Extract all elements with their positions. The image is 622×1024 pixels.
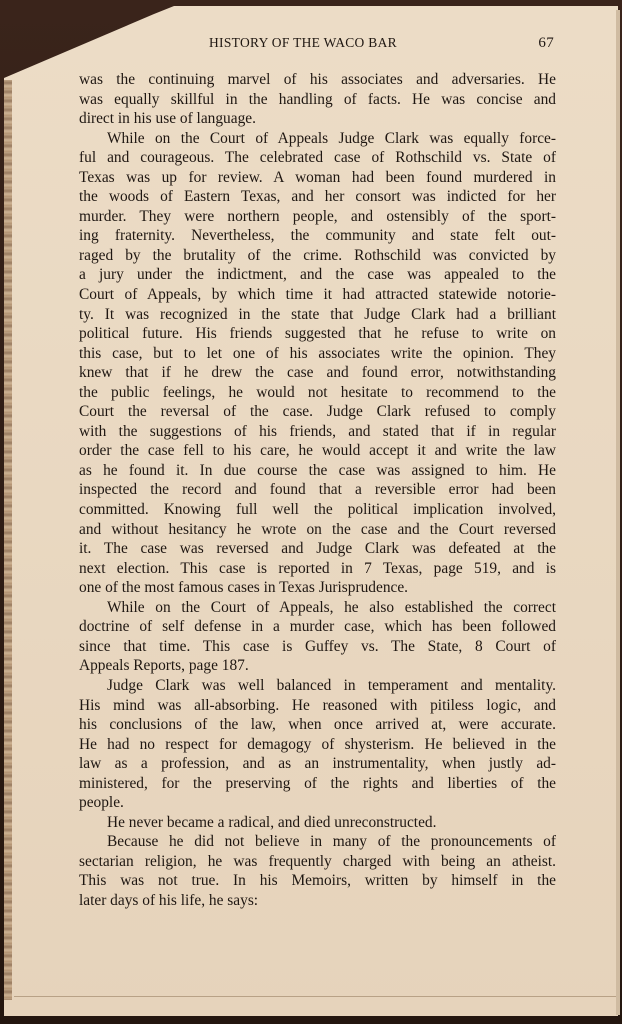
text-line: Judge Clark was well balanced in temperament and mentality.: [107, 676, 556, 694]
text-line: a jury under the indictment, and the case was appealed to the: [79, 266, 556, 284]
page-stack-edge-left: [4, 80, 12, 1000]
text-line: with the suggestions of his friends, and stated that if in regular: [79, 422, 556, 440]
text-line: ministered, for the preserving of the rights and liberties of the: [79, 774, 556, 792]
text-line: His mind was all-absorbing. He reasoned with pitiless logic, and: [79, 696, 556, 714]
text-line: was the continuing marvel of his associates and adversaries. He: [79, 71, 556, 88]
text-line: since that time. This case is Guffey vs. The State, 8 Court of: [79, 637, 556, 655]
text-line: Appeals Reports, page 187.: [79, 657, 249, 675]
running-header: [79, 35, 556, 55]
text-line: it. The case was reversed and Judge Clark was defeated at the: [79, 540, 556, 558]
text-line: While on the Court of Appeals Judge Clark was equally force-: [107, 129, 556, 147]
text-line: Court of Appeals, by which time it had attracted statewide notorie-: [79, 286, 556, 304]
text-line: ing fraternity. Nevertheless, the community and state felt out-: [79, 227, 556, 245]
text-line: the woods of Eastern Texas, and her consort was indicted for her: [79, 188, 556, 206]
paragraph: [79, 70, 556, 129]
text-line: political future. His friends suggested that he refuse to write on: [79, 325, 556, 343]
text-line: this case, but to let one of his associates write the opinion. They: [79, 344, 556, 362]
text-line: next election. This case is reported in 7 Texas, page 519, and is: [79, 559, 556, 577]
page-number: 67: [538, 35, 554, 51]
text-line: murder. They were northern people, and ostensibly of the sport-: [79, 207, 556, 225]
text-line: as he found it. In due course the case was assigned to him. He: [79, 461, 556, 479]
paragraph: [79, 832, 556, 910]
text-line: order the case fell to his care, he would accept it and write the law: [79, 442, 556, 460]
text-line: While on the Court of Appeals, he also established the correct: [107, 598, 556, 616]
text-line: This was not true. In his Memoirs, written by himself in the: [79, 872, 556, 890]
text-line: was equally skillful in the handling of facts. He was concise and: [79, 90, 556, 108]
text-line: law as a profession, and as an instrumentality, when justly ad-: [79, 755, 556, 773]
text-line: direct in his use of language.: [79, 110, 256, 128]
text-line: He had no respect for demagogy of shysterism. He believed in the: [79, 735, 556, 753]
text-line: one of the most famous cases in Texas Jurisprudence.: [79, 579, 409, 597]
page-bottom-edge: [14, 996, 616, 997]
page-edge-right: [616, 10, 620, 1015]
text-line: and without hesitancy he wrote on the case and the Court reversed: [79, 520, 556, 538]
text-line: inspected the record and found that a reversible error had been: [79, 481, 556, 499]
text-line: raged by the brutality of the crime. Rothschild was convicted by: [79, 246, 556, 264]
text-line: committed. Knowing full well the political implication involved,: [79, 501, 556, 519]
paragraph: [79, 129, 556, 598]
text-line: Because he did not believe in many of the pronouncements of: [107, 833, 556, 851]
text-line: knew that if he drew the case and found error, notwithstanding: [79, 364, 556, 382]
running-title: HISTORY OF THE WACO BAR: [209, 35, 397, 50]
text-line: He never became a radical, and died unreconstructed.: [107, 813, 437, 831]
paragraph: [79, 598, 556, 676]
text-line: sectarian religion, he was frequently charged with being an atheist.: [79, 852, 556, 870]
text-line: people.: [79, 794, 124, 812]
text-line: the public feelings, he would not hesitate to recommend to the: [79, 383, 556, 401]
text-line: later days of his life, he says:: [79, 891, 259, 909]
text-line: Court the reversal of the case. Judge Clark refused to comply: [79, 403, 556, 421]
text-line: ful and courageous. The celebrated case of Rothschild vs. State of: [79, 149, 556, 167]
paragraph: [79, 676, 556, 813]
text-line: Texas was up for review. A woman had been found murdered in: [79, 168, 556, 186]
text-line: doctrine of self defense in a murder case, which has been followed: [79, 618, 556, 636]
text-line: ty. It was recognized in the state that Judge Clark had a brilliant: [79, 305, 556, 323]
text-line: his conclusions of the law, when once arrived at, were accurate.: [79, 716, 556, 734]
paragraph: [79, 813, 556, 833]
body-text: [79, 70, 556, 911]
